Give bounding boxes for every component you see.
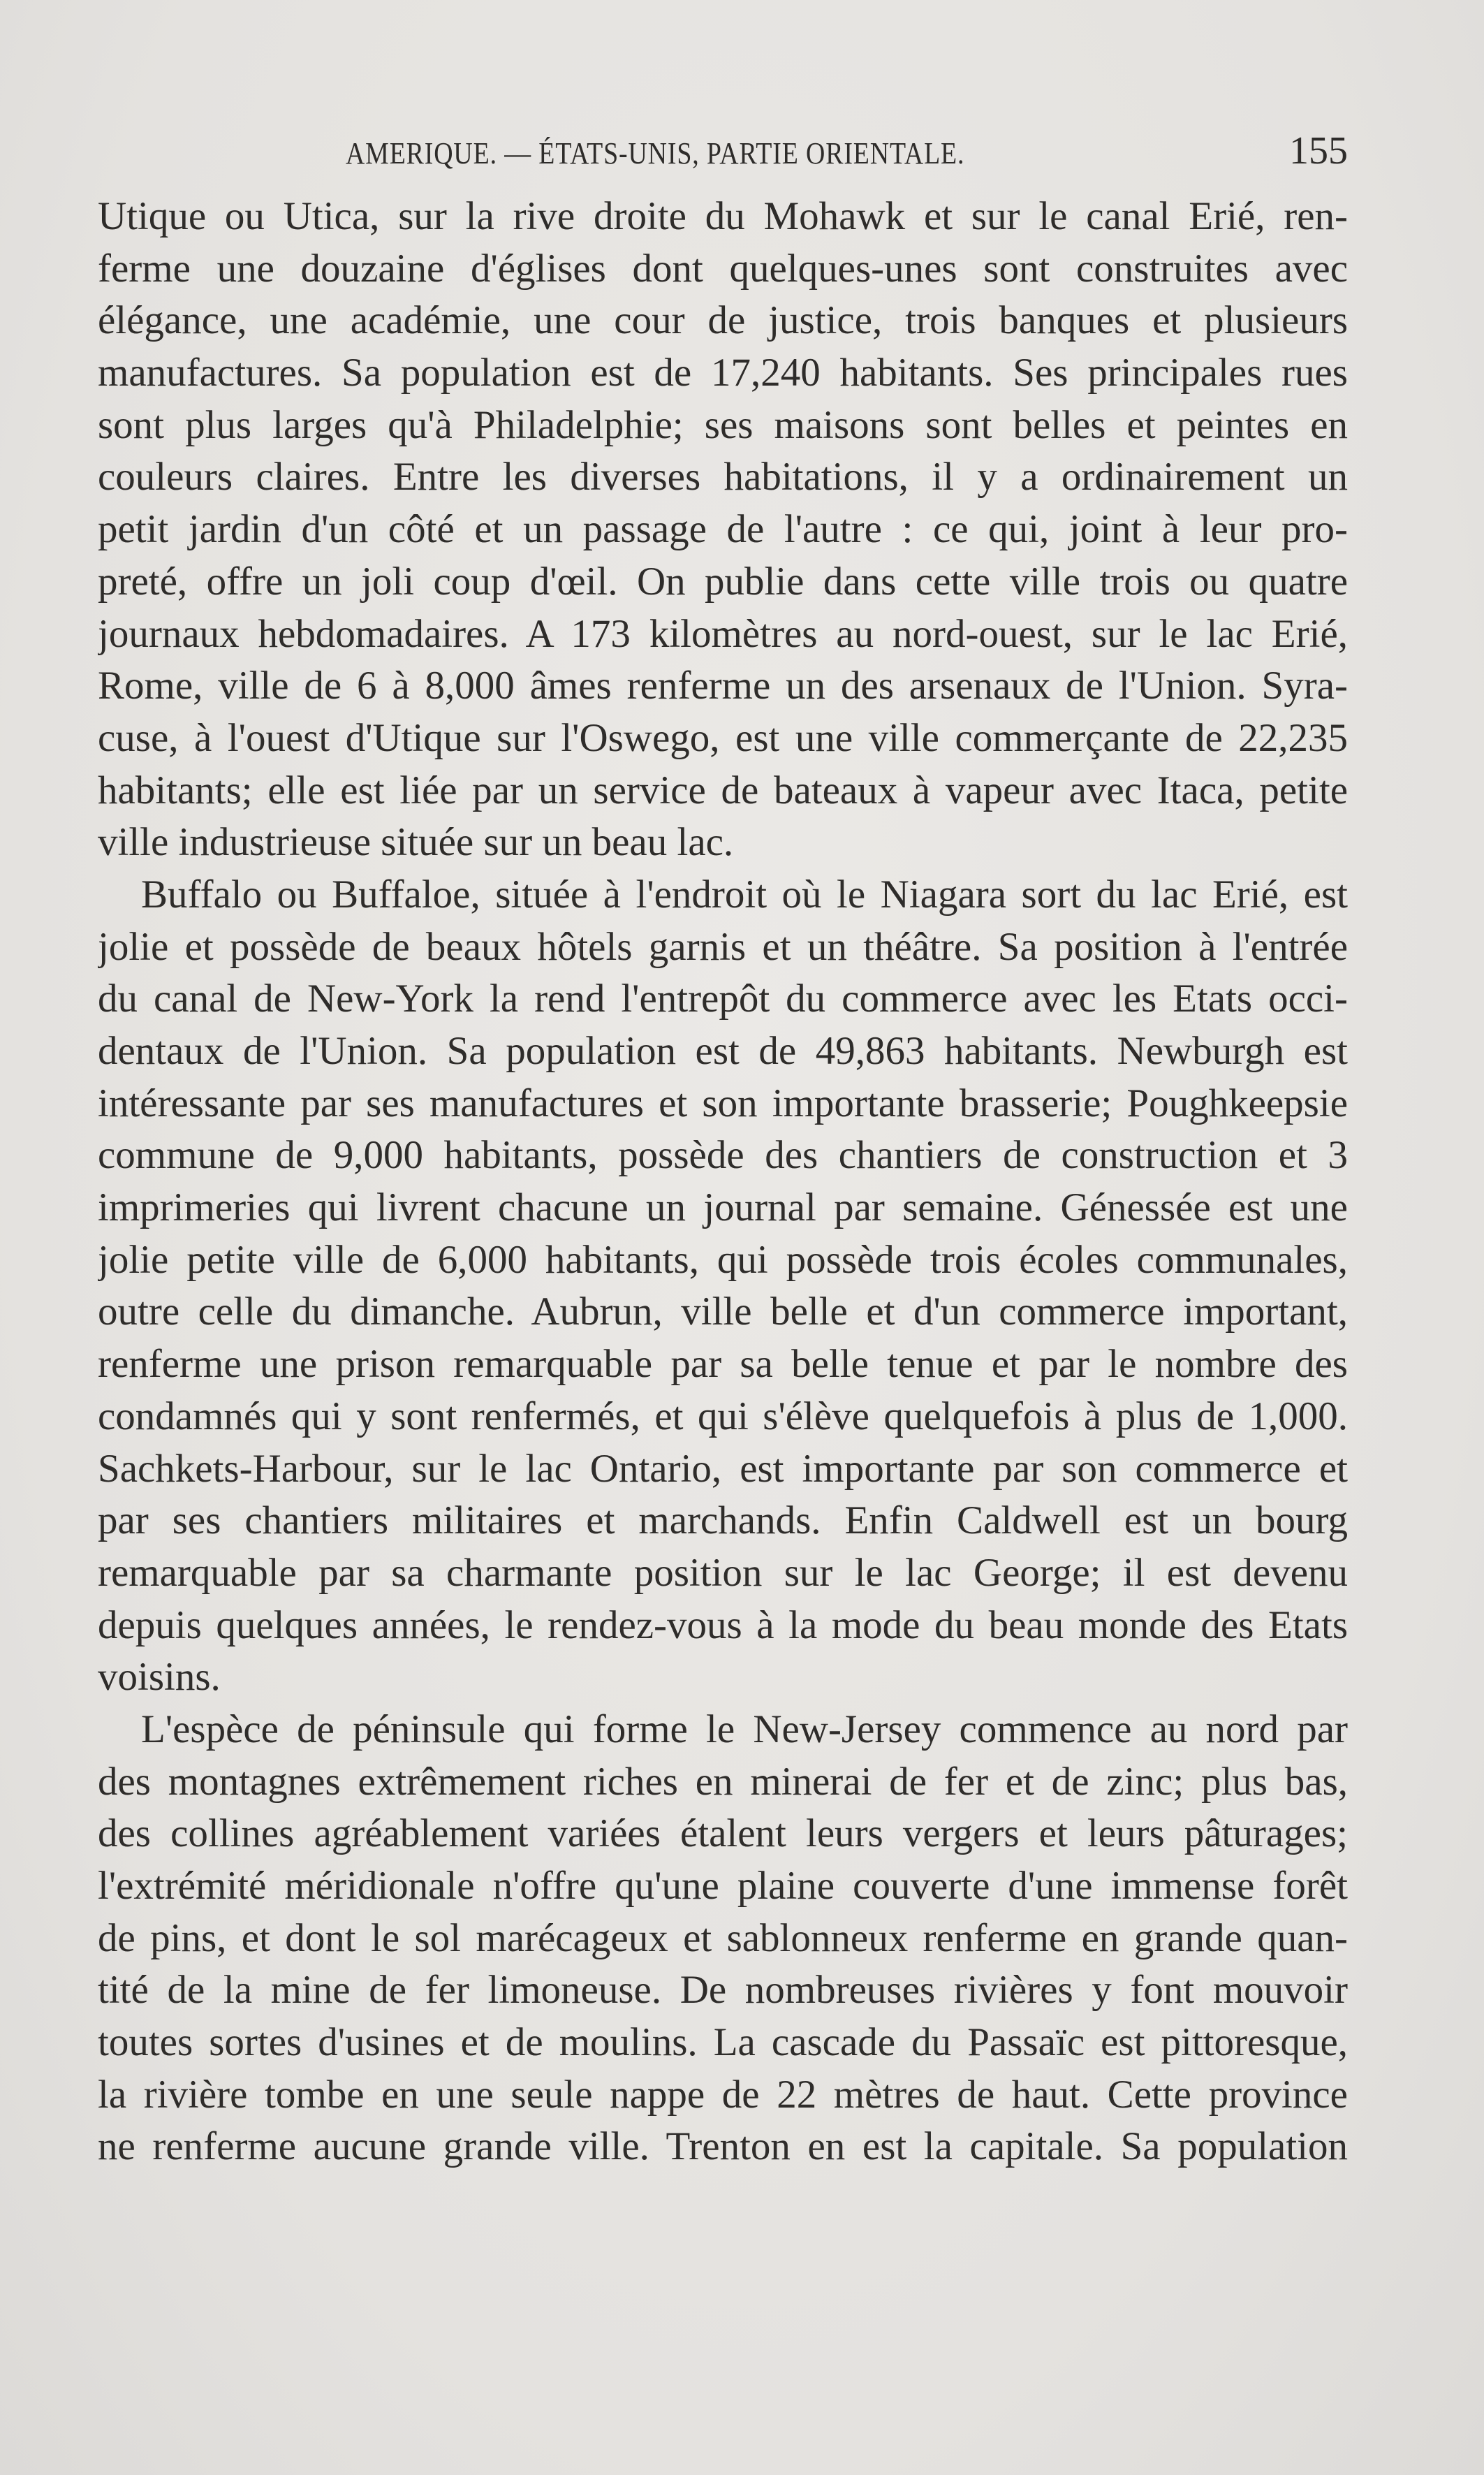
text-line: couleurs claires. Entre les diverses habitations, il y a ordinairement un (98, 455, 1348, 499)
text-line: imprimeries qui livrent chacune un journal par semaine. Génessée est une (98, 1185, 1348, 1230)
text-line: dentaux de l'Union. Sa population est de 49,863 habitants. Newburgh est (98, 1029, 1348, 1073)
text-line: élégance, une académie, une cour de justice, trois banques et plusieurs (98, 298, 1348, 343)
page-number: 155 (1289, 129, 1348, 173)
text-line: du canal de New-York la rend l'entrepôt du commerce avec les Etats occi- (98, 977, 1348, 1021)
text-line: ferme une douzaine d'églises dont quelques-unes sont construites avec (98, 246, 1348, 291)
text-line: ville industrieuse située sur un beau lac. (98, 820, 734, 865)
body-text (98, 191, 1348, 2173)
text-line: depuis quelques années, le rendez-vous à la mode du beau monde des Etats (98, 1602, 1348, 1647)
running-head: AMERIQUE. — ÉTATS-UNIS, PARTIE ORIENTALE. (346, 136, 965, 170)
text-line: preté, offre un joli coup d'œil. On publie dans cette ville trois ou quatre (98, 559, 1348, 604)
text-line: Rome, ville de 6 à 8,000 âmes renferme un des arsenaux de l'Union. Syra- (98, 664, 1348, 708)
text-line: la rivière tombe en une seule nappe de 22 mètres de haut. Cette province (98, 2072, 1348, 2117)
text-line: tité de la mine de fer limoneuse. De nombreuses rivières y font mouvoir (98, 1968, 1348, 2013)
text-line: l'extrémité méridionale n'offre qu'une plaine couverte d'une immense forêt (98, 1864, 1348, 1908)
text-line: des montagnes extrêmement riches en minerai de fer et de zinc; plus bas, (98, 1759, 1348, 1804)
text-line: de pins, et dont le sol marécageux et sablonneux renferme en grande quan- (98, 1915, 1348, 1960)
text-line: jolie et possède de beaux hôtels garnis et un théâtre. Sa position à l'entrée (98, 924, 1348, 969)
text-line: L'espèce de péninsule qui forme le New-Jersey commence au nord par (141, 1707, 1348, 1751)
text-line: commune de 9,000 habitants, possède des chantiers de construction et 3 (98, 1133, 1348, 1178)
page-header (98, 126, 1348, 175)
text-line: Sachkets-Harbour, sur le lac Ontario, est importante par son commerce et (98, 1446, 1348, 1491)
text-line: intéressante par ses manufactures et son importante brasserie; Poughkeepsie (98, 1081, 1348, 1125)
text-line: cuse, à l'ouest d'Utique sur l'Oswego, est une ville commerçante de 22,235 (98, 715, 1348, 760)
text-line: Buffalo ou Buffaloe, située à l'endroit où le Niagara sort du lac Erié, est (141, 872, 1348, 917)
text-line: toutes sortes d'usines et de moulins. La cascade du Passaïc est pittoresque, (98, 2020, 1348, 2065)
text-line: des collines agréablement variées étalent leurs vergers et leurs pâturages; (98, 1811, 1348, 1856)
text-line: manufactures. Sa population est de 17,240 habitants. Ses principales rues (98, 351, 1348, 395)
text-line: renferme une prison remarquable par sa belle tenue et par le nombre des (98, 1342, 1348, 1387)
text-line: sont plus larges qu'à Philadelphie; ses maisons sont belles et peintes en (98, 402, 1348, 447)
text-line: jolie petite ville de 6,000 habitants, qui possède trois écoles communales, (98, 1237, 1348, 1282)
text-line: voisins. (98, 1655, 221, 1700)
text-line: Utique ou Utica, sur la rive droite du Mohawk et sur le canal Erié, ren- (98, 194, 1348, 238)
text-line: habitants; elle est liée par un service de bateaux à vapeur avec Itaca, petite (98, 768, 1348, 812)
text-line: remarquable par sa charmante position sur le lac George; il est devenu (98, 1550, 1348, 1595)
text-line: outre celle du dimanche. Aubrun, ville belle et d'un commerce important, (98, 1290, 1348, 1334)
text-line: par ses chantiers militaires et marchands. Enfin Caldwell est un bourg (98, 1498, 1348, 1543)
text-line: ne renferme aucune grande ville. Trenton en est la capitale. Sa population (98, 2124, 1348, 2169)
text-line: journaux hebdomadaires. A 173 kilomètres au nord-ouest, sur le lac Erié, (98, 611, 1348, 656)
text-line: condamnés qui y sont renfermés, et qui s'élève quelquefois à plus de 1,000. (98, 1394, 1348, 1438)
text-line: petit jardin d'un côté et un passage de l'autre : ce qui, joint à leur pro- (98, 507, 1348, 552)
